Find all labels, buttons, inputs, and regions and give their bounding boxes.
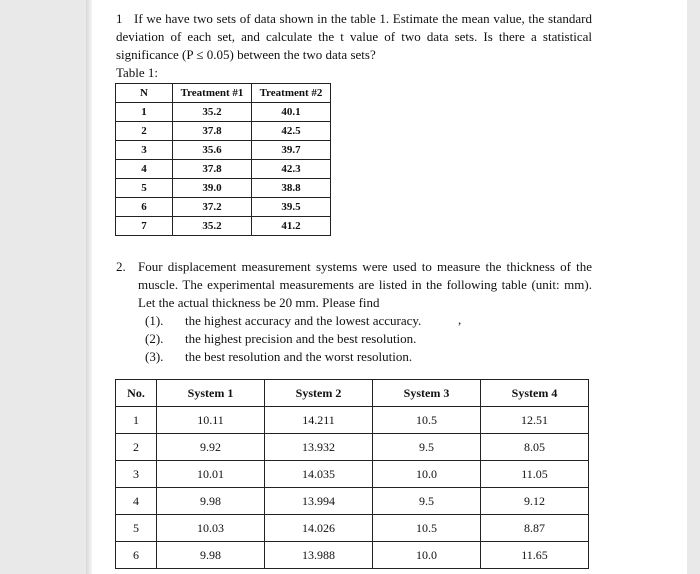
table-cell: 9.5 [373, 488, 481, 515]
question-2-item [116, 330, 592, 348]
table-2-header: System 4 [481, 380, 589, 407]
table-cell: 10.5 [373, 515, 481, 542]
question-1-number: 1 [116, 11, 123, 26]
table-cell: 39.5 [252, 198, 331, 217]
table-cell: 10.0 [373, 461, 481, 488]
table-cell: 7 [116, 217, 173, 236]
table-row [116, 461, 589, 488]
table-2-header-row [116, 380, 589, 407]
table-cell: 3 [116, 461, 157, 488]
table-row [116, 198, 331, 217]
table-row [116, 103, 331, 122]
table-cell: 10.0 [373, 542, 481, 569]
table-row [116, 515, 589, 542]
table-cell: 39.7 [252, 141, 331, 160]
table-cell: 12.51 [481, 407, 589, 434]
table-cell: 6 [116, 542, 157, 569]
table-cell: 11.05 [481, 461, 589, 488]
table-2-header: System 1 [157, 380, 265, 407]
item-text: the highest accuracy and the lowest accuracy. [185, 313, 422, 328]
table-1-header-row [116, 84, 331, 103]
table-cell: 37.8 [173, 160, 252, 179]
question-1-text: If we have two sets of data shown in the table 1. Estimate the mean value, the standard deviation of each set, and calculate the t value of two data sets. Is there a statistical significance (P ≤ 0.05) between the two data sets? [116, 11, 592, 62]
table-cell: 3 [116, 141, 173, 160]
table-cell: 42.3 [252, 160, 331, 179]
table-cell: 14.026 [265, 515, 373, 542]
table-cell: 9.5 [373, 434, 481, 461]
table-1-header: Treatment #2 [252, 84, 331, 103]
table-cell: 37.8 [173, 122, 252, 141]
table-cell: 13.994 [265, 488, 373, 515]
table-row [116, 160, 331, 179]
table-cell: 38.8 [252, 179, 331, 198]
table-cell: 9.98 [157, 542, 265, 569]
table-1-label: Table 1: [116, 65, 159, 80]
table-cell: 5 [116, 179, 173, 198]
table-2-header: System 2 [265, 380, 373, 407]
table-cell: 8.87 [481, 515, 589, 542]
table-cell: 42.5 [252, 122, 331, 141]
question-2 [116, 258, 592, 366]
table-cell: 14.035 [265, 461, 373, 488]
item-text: the highest precision and the best resolution. [185, 331, 417, 346]
stray-comma: , [458, 312, 462, 327]
item-label: (2). [145, 331, 164, 346]
table-2-header: No. [116, 380, 157, 407]
table-cell: 4 [116, 160, 173, 179]
table-cell: 13.988 [265, 542, 373, 569]
question-2-text: Four displacement measurement systems were used to measure the thickness of the muscle. The experimental measurements are listed in the following table (unit: mm). Let the actual thickness be 20 mm. Please find [138, 259, 592, 310]
table-cell: 9.98 [157, 488, 265, 515]
question-2-item [116, 348, 592, 366]
table-cell: 10.11 [157, 407, 265, 434]
table-cell: 1 [116, 103, 173, 122]
table-cell: 13.932 [265, 434, 373, 461]
table-cell: 39.0 [173, 179, 252, 198]
table-cell: 10.03 [157, 515, 265, 542]
table-cell: 9.12 [481, 488, 589, 515]
item-label: (1). [145, 313, 164, 328]
table-row [116, 122, 331, 141]
table-cell: 6 [116, 198, 173, 217]
table-row [116, 217, 331, 236]
table-1-header: Treatment #1 [173, 84, 252, 103]
table-cell: 2 [116, 434, 157, 461]
table-cell: 8.05 [481, 434, 589, 461]
item-label: (3). [145, 349, 164, 364]
table-2 [115, 379, 589, 569]
table-row [116, 179, 331, 198]
table-cell: 41.2 [252, 217, 331, 236]
table-1 [115, 83, 331, 236]
table-row [116, 488, 589, 515]
table-cell: 1 [116, 407, 157, 434]
table-cell: 11.65 [481, 542, 589, 569]
table-cell: 5 [116, 515, 157, 542]
table-cell: 2 [116, 122, 173, 141]
question-2-item [116, 312, 592, 330]
item-text: the best resolution and the worst resolution. [185, 349, 413, 364]
table-cell: 40.1 [252, 103, 331, 122]
table-cell: 35.2 [173, 103, 252, 122]
table-2-header: System 3 [373, 380, 481, 407]
table-cell: 10.5 [373, 407, 481, 434]
table-cell: 4 [116, 488, 157, 515]
table-1-header: N [116, 84, 173, 103]
table-row [116, 407, 589, 434]
table-cell: 14.211 [265, 407, 373, 434]
table-row [116, 542, 589, 569]
table-cell: 37.2 [173, 198, 252, 217]
table-cell: 35.6 [173, 141, 252, 160]
question-2-number: 2. [116, 259, 126, 274]
table-cell: 10.01 [157, 461, 265, 488]
table-cell: 35.2 [173, 217, 252, 236]
question-1 [116, 10, 592, 64]
table-cell: 9.92 [157, 434, 265, 461]
table-row [116, 434, 589, 461]
table-row [116, 141, 331, 160]
